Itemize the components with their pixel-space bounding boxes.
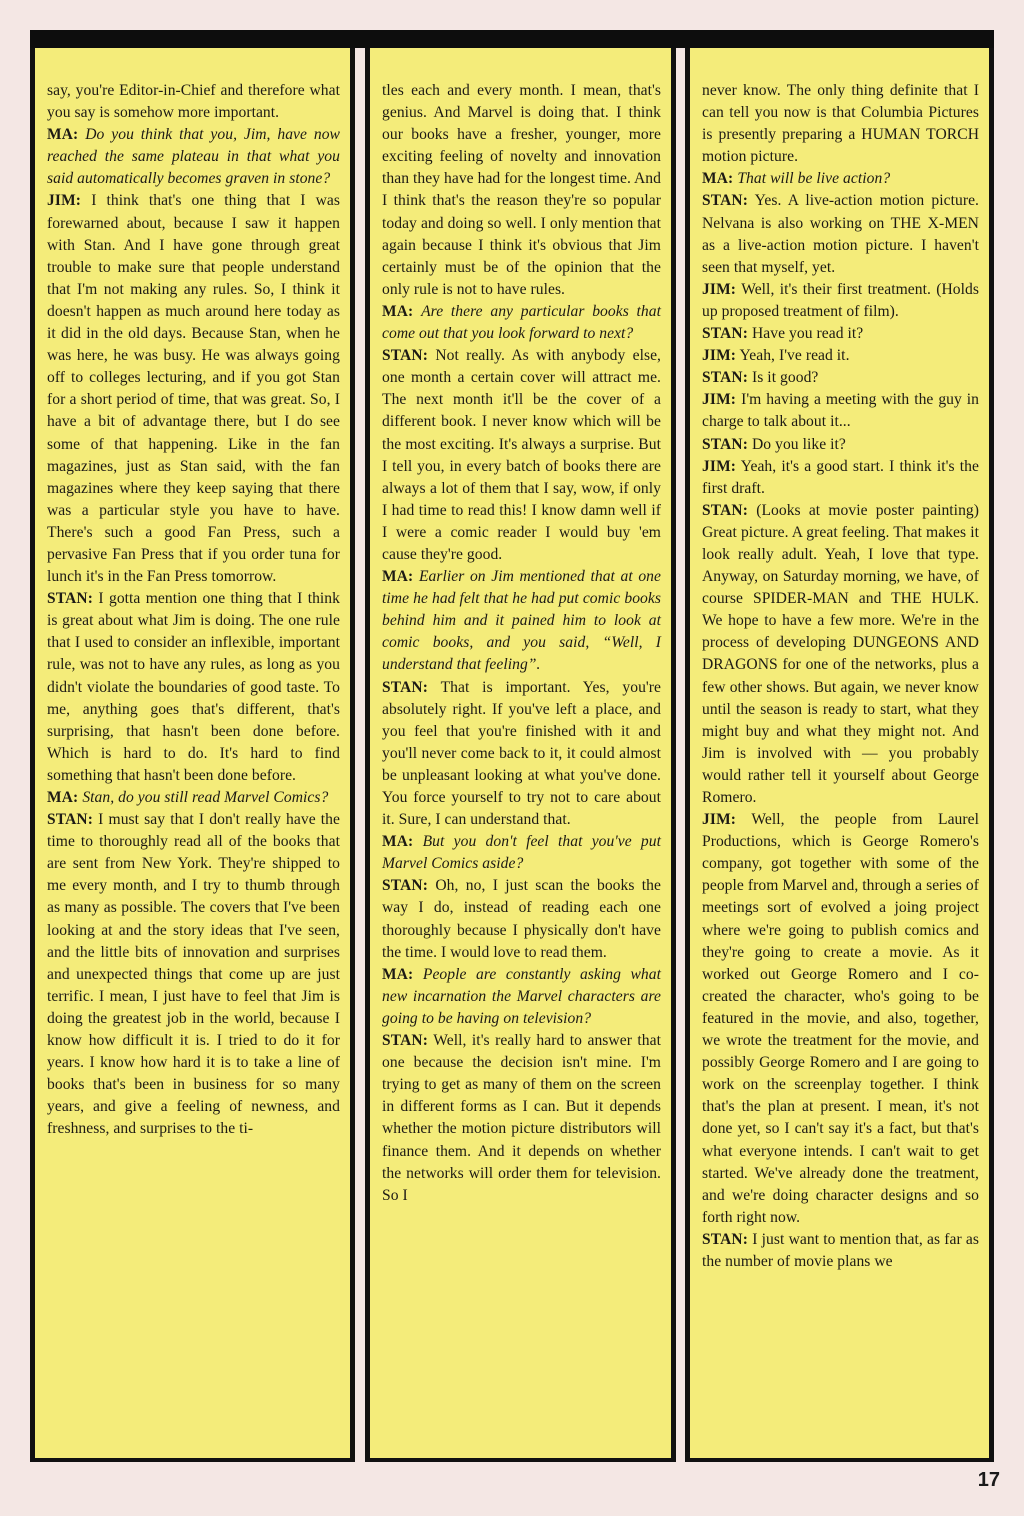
speaker-label: STAN: (382, 1032, 429, 1050)
answer-text: Oh, no, I just scan the books the way I do, instead of reading each one thoroughly because I physically don't have the time. I would love to read them. (382, 877, 661, 961)
speaker-label: STAN: (382, 678, 429, 696)
header-bar (30, 30, 994, 48)
speaker-label: MA: (47, 126, 79, 144)
interview-paragraph (382, 80, 661, 301)
speaker-label: STAN: (702, 369, 749, 387)
interview-paragraph (382, 1030, 661, 1207)
speaker-label: STAN: (702, 1230, 749, 1248)
answer-text: tles each and every month. I mean, that's genius. And Marvel is doing that. I think our books have a fresher, younger, more exciting feeling of novelty and innovation than they have had for the longest time. And I think that's the reason they're so popular today and doing so well. I only mention that again because I think it's obvious that Jim certainly must be of the opinion that the only rule is not to have rules. (382, 82, 661, 298)
answer-text: Well, it's their first treatment. (Holds up proposed treatment of film). (702, 280, 979, 320)
question-text: Do you think that you, Jim, have now reached the same plateau in that what you said automatically becomes graven in stone? (47, 126, 341, 188)
interview-paragraph (47, 787, 340, 809)
answer-text: Yes. A live-action motion picture. Nelvana is also working on THE X-MEN as a live-action motion picture. I haven't seen that myself, yet. (702, 192, 979, 276)
speaker-label: JIM: (702, 391, 737, 409)
interview-paragraph (702, 190, 979, 278)
speaker-label: STAN: (382, 877, 429, 895)
speaker-label: MA: (382, 302, 414, 320)
speaker-label: STAN: (382, 347, 429, 365)
interview-paragraph (47, 80, 340, 124)
interview-paragraph (702, 80, 979, 168)
speaker-label: STAN: (47, 811, 94, 829)
question-text: Earlier on Jim mentioned that at one time he had felt that he had put comic books behind him and it pained him to look at comic books, and you said, “Well, I understand that feeling”. (382, 568, 661, 674)
answer-text: Do you like it? (752, 435, 846, 453)
speaker-label: JIM: (702, 457, 737, 475)
interview-paragraph (702, 323, 979, 345)
column-1 (30, 48, 355, 1462)
speaker-label: MA: (47, 789, 79, 806)
speaker-label: STAN: (702, 501, 749, 519)
interview-paragraph (702, 1229, 979, 1273)
interview-paragraph (382, 345, 661, 566)
answer-text: Well, it's really hard to answer that one because the decision isn't mine. I'm trying to get as many of them on the screen in different forms as I can. But it depends whether the motion picture distributors will finance them. And it depends on whether the networks will order them for television. So I (382, 1032, 661, 1204)
column-3 (685, 48, 994, 1462)
speaker-label: MA: (382, 833, 414, 851)
interview-paragraph (382, 677, 661, 832)
answer-text: That is important. Yes, you're absolutely right. If you've left a place, and you feel that you're finished with it and you'll never come back to it, it could almost be unpleasant looking at what you've done. You force yourself to try not to care about it. Sure, I can understand that. (382, 678, 661, 829)
answer-text: Yeah, I've read it. (739, 347, 850, 365)
speaker-label: MA: (382, 568, 414, 586)
speaker-label: JIM: (702, 811, 737, 829)
answer-text: Well, the people from Laurel Productions, which is George Romero's company, got together with some of the people from Marvel and, through a series of meetings sort of evolved a joing project where we're going to publish comics and they're going to create a movie. As it worked out George Romero and I co-created the character, who's going to be featured in the movie, and also, together, we wrote the treatment for the movie, and possibly George Romero and I are going to work on the screenplay together. I think that's the plan at present. I mean, it's not done yet, so I can't say it's a fact, but that's what everyone intends. I can't wait to get started. We've already done the treatment, and we're doing character designs and so forth right now. (702, 811, 979, 1226)
interview-paragraph (47, 124, 340, 190)
answer-text: Is it good? (752, 369, 819, 387)
answer-text: I'm having a meeting with the guy in charge to talk about it... (702, 391, 980, 431)
answer-text: Have you read it? (752, 325, 864, 343)
speaker-label: STAN: (702, 435, 749, 453)
answer-text: Yeah, it's a good start. I think it's the first draft. (702, 457, 980, 497)
answer-text: I must say that I don't really have the time to thoroughly read all of the books that are sent from New York. They're shipped to me every month, and I try to thumb through as many as possible. The covers that I've been looking at and the story ideas that I've seen, and the little bits of innovation and surprises and unexpected things that come up are just terrific. I mean, I just have to feel that Jim is doing the greatest job in the world, because I know how difficult it is. I tried to do it for years. I know how hard it is to take a line of books that's been in business for so many years, and give a feeling of newness, and freshness, and surprises to the ti- (47, 811, 340, 1138)
interview-paragraph (702, 434, 979, 456)
article-columns (30, 48, 994, 1462)
speaker-label: MA: (382, 965, 414, 983)
interview-paragraph (702, 168, 979, 190)
interview-paragraph (702, 367, 979, 389)
interview-paragraph (382, 301, 661, 345)
speaker-label: STAN: (702, 325, 749, 343)
interview-paragraph (382, 831, 661, 875)
speaker-label: MA: (702, 170, 734, 188)
answer-text: I think that's one thing that I was forewarned about, because I saw it happen with Stan. And I have gone through great trouble to make sure that people understand that I'm not making any rules. So, I think it doesn't happen as much around here today as it did in the old days. Because Stan, when he was here, he was busy. He was always going off to colleges lecturing, and if you got Stan for a short period of time, that was great. So, I have a bit of advantage there, but I do see some of that happening. Like in the fan magazines, just as Stan said, with the fan magazines where they keep saying that there was a particular style you have to have. There's such a good Fan Press, such a pervasive Fan Press that if you order tuna for lunch it's in the Fan Press tomorrow. (47, 192, 340, 586)
question-text: Stan, do you still read Marvel Comics? (82, 789, 329, 806)
speaker-label: JIM: (702, 347, 737, 365)
question-text: Are there any particular books that come out that you look forward to next? (382, 302, 661, 343)
interview-paragraph (47, 190, 340, 588)
interview-paragraph (702, 345, 979, 367)
speaker-label: JIM: (47, 192, 82, 210)
interview-paragraph (47, 588, 340, 787)
interview-paragraph (382, 875, 661, 963)
answer-text: Not really. As with anybody else, one month a certain cover will attract me. The next month it'll be the cover of a different book. I never know which will be the most exciting. It's always a surprise. But I tell you, in every batch of books there are always a lot of them that I say, wow, if only I had time to read this! I know damn well if I were a comic reader I would buy 'em cause they're good. (382, 347, 662, 563)
answer-text: say, you're Editor-in-Chief and therefore what you say is somehow more important. (47, 82, 340, 122)
page-number: 17 (977, 1469, 1000, 1491)
column-2 (365, 48, 676, 1462)
question-text: That will be live action? (737, 170, 891, 188)
interview-paragraph (702, 279, 979, 323)
answer-text: I gotta mention one thing that I think is great about what Jim is doing. The one rule that I used to consider an inflexible, important rule, was not to have any rules, as long as you didn't violate the boundaries of good taste. To me, anything goes that's different, that's surprising, that hasn't been done before. Which is hard to do. It's hard to find something that hasn't been done before. (47, 590, 340, 784)
interview-paragraph (47, 809, 340, 1140)
answer-text: (Looks at movie poster painting) Great picture. A great feeling. That makes it look really adult. Yeah, I love that type. Anyway, on Saturday morning, we have, of course SPIDER-MAN and THE HULK. We hope to have a few more. We're in the process of developing DUNGEONS AND DRAGONS for one of the networks, plus a few other shows. But again, we never know until the season is ready to start, what they might buy and what they might not. And Jim is involved with — you probably would rather tell it yourself about George Romero. (702, 501, 979, 806)
interview-paragraph (702, 809, 979, 1229)
answer-text: I just want to mention that, as far as the number of movie plans we (702, 1230, 979, 1270)
speaker-label: JIM: (702, 280, 737, 298)
speaker-label: STAN: (702, 192, 749, 210)
answer-text: never know. The only thing definite that I can tell you now is that Columbia Pictures is presently preparing a HUMAN TORCH motion picture. (702, 82, 979, 166)
speaker-label: STAN: (47, 590, 94, 608)
interview-paragraph (382, 964, 661, 1030)
question-text: But you don't feel that you've put Marvel Comics aside? (382, 833, 661, 873)
interview-paragraph (702, 389, 979, 433)
interview-paragraph (382, 566, 661, 676)
interview-paragraph (702, 456, 979, 500)
question-text: People are constantly asking what new incarnation the Marvel characters are going to be having on television? (382, 965, 661, 1027)
interview-paragraph (702, 500, 979, 809)
